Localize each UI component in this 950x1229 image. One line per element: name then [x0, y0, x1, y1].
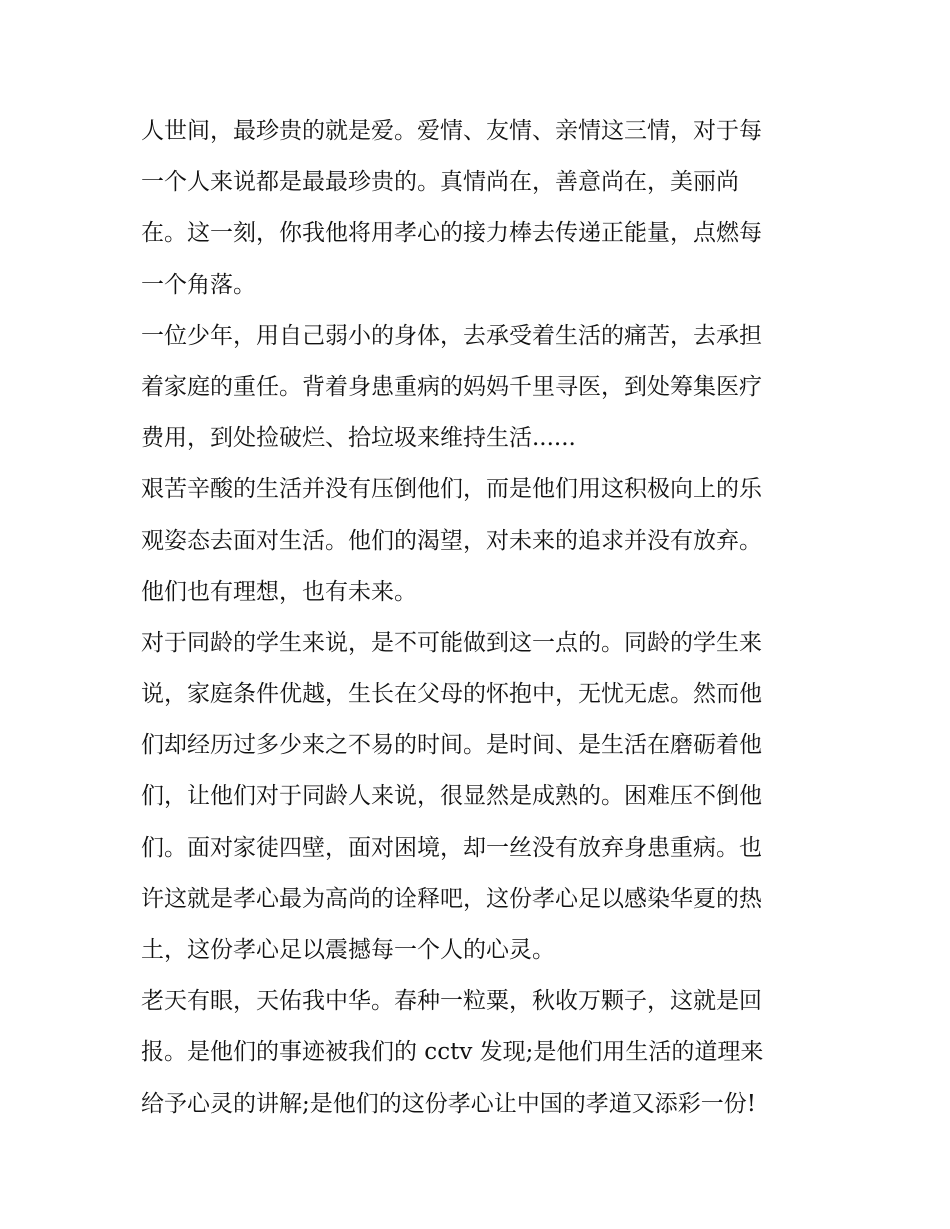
text-line: 许这就是孝心最为高尚的诠释吧，这份孝心足以感染华夏的热 — [141, 885, 762, 912]
text-line: 艰苦辛酸的生活并没有压倒他们，而是他们用这积极向上的乐 — [141, 476, 762, 503]
text-line: 报。是他们的事迹被我们的 cctv 发现;是他们用生活的道理来 — [141, 1039, 764, 1066]
text-line: 说，家庭条件优越，生长在父母的怀抱中，无忧无虑。然而他 — [141, 681, 762, 708]
text-line: 们却经历过多少来之不易的时间。是时间、是生活在磨砺着他 — [141, 732, 762, 759]
text-line: 老天有眼，天佑我中华。春种一粒粟，秋收万颗子，这就是回 — [141, 988, 762, 1015]
text-line: 人世间，最珍贵的就是爱。爱情、友情、亲情这三情，对于每 — [141, 118, 762, 144]
paragraph-2 — [141, 311, 813, 465]
paragraph-4 — [141, 618, 813, 976]
text-line: 们。面对家徒四壁，面对困境，却一丝没有放弃身患重病。也 — [141, 834, 762, 861]
text-line: 给予心灵的讲解;是他们的这份孝心让中国的孝道又添彩一份! — [141, 1090, 756, 1117]
text-line: 观姿态去面对生活。他们的渴望，对未来的追求并没有放弃。 — [141, 527, 762, 554]
text-line: 土，这份孝心足以震撼每一个人的心灵。 — [141, 937, 555, 963]
paragraph-3 — [141, 464, 813, 618]
text-line: 一个人来说都是最最珍贵的。真情尚在，善意尚在，美丽尚 — [141, 169, 739, 196]
text-line: 一位少年，用自己弱小的身体，去承受着生活的痛苦，去承担 — [141, 322, 762, 349]
document-body — [141, 106, 813, 1130]
text-line: 在。这一刻，你我他将用孝心的接力棒去传递正能量，点燃每 — [141, 220, 762, 247]
text-line: 他们也有理想，也有未来。 — [141, 578, 417, 605]
text-line: 一个角落。 — [141, 271, 256, 298]
text-line: 对于同龄的学生来说，是不可能做到这一点的。同龄的学生来 — [141, 629, 762, 656]
paragraph-1 — [141, 106, 813, 311]
text-line: 费用，到处捡破烂、拾垃圾来维持生活...... — [141, 425, 576, 452]
text-line: 们，让他们对于同龄人来说，很显然是成熟的。困难压不倒他 — [141, 783, 762, 810]
paragraph-5 — [141, 976, 813, 1130]
text-line: 着家庭的重任。背着身患重病的妈妈千里寻医，到处筹集医疗 — [141, 373, 762, 400]
